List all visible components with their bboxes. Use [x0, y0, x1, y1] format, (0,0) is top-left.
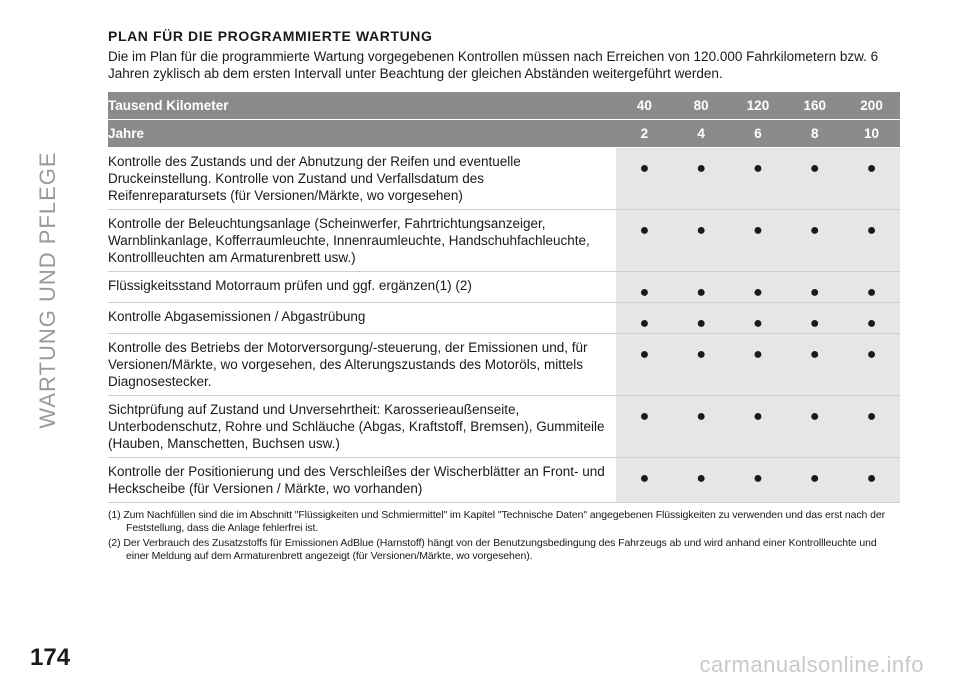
section-title: PLAN FÜR DIE PROGRAMMIERTE WARTUNG: [108, 28, 433, 44]
footnotes: [108, 509, 900, 562]
section-intro: Die im Plan für die programmierte Wartung vorgegebenen Kontrollen müssen nach Erreichen von 120.000 Fahrkilometern bzw. 6 Jahren zyklisch ab dem ersten Intervall unter Beachtung der gleichen Abständen weitergeführt werden.: [108, 49, 879, 81]
check-mark-icon: ●: [730, 210, 787, 272]
check-mark-icon: ●: [730, 272, 787, 303]
check-mark-icon: ●: [673, 148, 730, 210]
header-years-value: 2: [616, 120, 673, 148]
check-mark-icon: ●: [730, 458, 787, 503]
check-mark-icon: ●: [786, 334, 843, 396]
table-row: [108, 272, 900, 303]
check-mark-icon: ●: [786, 303, 843, 334]
header-years-value: 6: [730, 120, 787, 148]
header-row-km: [108, 92, 900, 120]
check-mark-icon: ●: [730, 396, 787, 458]
operation-description: Kontrolle des Betriebs der Motorversorgung/-steuerung, der Emissionen und, für Versionen/Märkte, wo vorgesehen, des Alterungszustands des Motoröls, mittels Diagnosestecker.: [108, 334, 616, 396]
check-mark-icon: ●: [616, 272, 673, 303]
check-mark-icon: ●: [673, 272, 730, 303]
check-mark-icon: ●: [786, 210, 843, 272]
table-row: [108, 303, 900, 334]
watermark: carmanualsonline.info: [699, 652, 924, 677]
operation-description: Kontrolle der Positionierung und des Verschleißes der Wischerblätter an Front- und Heckscheibe (für Versionen / Märkte, wo vorhanden): [108, 458, 616, 503]
check-mark-icon: ●: [786, 396, 843, 458]
table-row: [108, 210, 900, 272]
maintenance-schedule-table: [108, 92, 900, 503]
check-mark-icon: ●: [616, 334, 673, 396]
check-mark-icon: ●: [616, 210, 673, 272]
chapter-side-title: WARTUNG UND PFLEGE: [35, 151, 60, 429]
check-mark-icon: ●: [673, 458, 730, 503]
page-number: 174: [30, 644, 71, 671]
check-mark-icon: ●: [786, 458, 843, 503]
check-mark-icon: ●: [843, 396, 900, 458]
operation-description: Kontrolle des Zustands und der Abnutzung der Reifen und eventuelle Druckeinstellung. Kontrolle von Zustand und Verfallsdatum des Reifenreparatursets (für Versionen/Märkte, wo vorgesehen): [108, 148, 616, 210]
check-mark-icon: ●: [730, 148, 787, 210]
footnote: (2) Der Verbrauch des Zusatzstoffs für Emissionen AdBlue (Harnstoff) hängt von der Benutzungsbedingung des Fahrzeugs ab und wird anhand einer Kontrollleuchte und einer Meldung auf dem Armaturenbrett angezeigt (für Versionen/Märkte, wo vorgesehen).: [108, 537, 877, 562]
check-mark-icon: ●: [673, 210, 730, 272]
header-years-value: 4: [673, 120, 730, 148]
header-km-value: 40: [616, 92, 673, 120]
header-years-value: 8: [786, 120, 843, 148]
check-mark-icon: ●: [730, 303, 787, 334]
table-row: [108, 458, 900, 503]
operation-description: Sichtprüfung auf Zustand und Unversehrtheit: Karosserieaußenseite, Unterbodenschutz, Rohre und Schläuche (Abgas, Kraftstoff, Bremsen), Gummiteile (Hauben, Manschetten, Buchsen usw.): [108, 396, 616, 458]
check-mark-icon: ●: [616, 396, 673, 458]
header-km-value: 200: [843, 92, 900, 120]
operation-description: Flüssigkeitsstand Motorraum prüfen und ggf. ergänzen(1) (2): [108, 272, 616, 303]
check-mark-icon: ●: [730, 334, 787, 396]
table-row: [108, 334, 900, 396]
check-mark-icon: ●: [673, 334, 730, 396]
header-row-years: [108, 120, 900, 148]
check-mark-icon: ●: [843, 210, 900, 272]
check-mark-icon: ●: [786, 272, 843, 303]
header-km-value: 120: [730, 92, 787, 120]
table-row: [108, 396, 900, 458]
check-mark-icon: ●: [616, 303, 673, 334]
header-km-value: 80: [673, 92, 730, 120]
operation-description: Kontrolle der Beleuchtungsanlage (Scheinwerfer, Fahrtrichtungsanzeiger, Warnblinkanlage, Kofferraumleuchte, Innenraumleuchte, Handschuhfachleuchte, Kontrollleuchten am Armaturenbrett usw.): [108, 210, 616, 272]
header-km-label: Tausend Kilometer: [108, 92, 616, 120]
check-mark-icon: ●: [616, 458, 673, 503]
footnote: (1) Zum Nachfüllen sind die im Abschnitt "Flüssigkeiten und Schmiermittel" im Kapitel "Technische Daten" angegebenen Flüssigkeiten zu verwenden und das erst nach der Feststellung, dass die Anlage fehlerfrei ist.: [108, 509, 885, 534]
operation-description: Kontrolle Abgasemissionen / Abgastrübung: [108, 303, 616, 334]
check-mark-icon: ●: [673, 303, 730, 334]
check-mark-icon: ●: [843, 334, 900, 396]
table-row: [108, 148, 900, 210]
check-mark-icon: ●: [673, 396, 730, 458]
check-mark-icon: ●: [843, 148, 900, 210]
check-mark-icon: ●: [786, 148, 843, 210]
check-mark-icon: ●: [843, 458, 900, 503]
check-mark-icon: ●: [843, 272, 900, 303]
page-content: [108, 28, 900, 565]
header-km-value: 160: [786, 92, 843, 120]
check-mark-icon: ●: [616, 148, 673, 210]
check-mark-icon: ●: [843, 303, 900, 334]
header-years-label: Jahre: [108, 120, 616, 148]
header-years-value: 10: [843, 120, 900, 148]
